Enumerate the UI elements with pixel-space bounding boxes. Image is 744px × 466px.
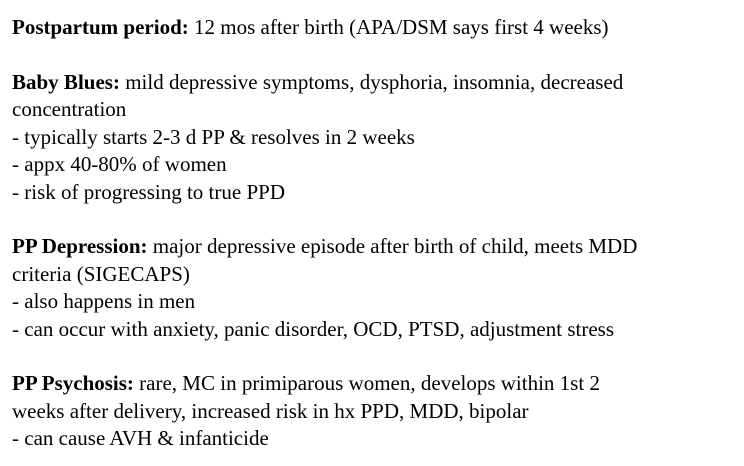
definition-text: criteria (SIGECAPS): [12, 261, 190, 286]
definition-text: weeks after delivery, increased risk in hx PPD, MDD, bipolar: [12, 398, 529, 423]
definition-text: rare, MC in primiparous women, develops within 1st 2: [133, 371, 600, 395]
section-pp-depression: [12, 233, 738, 343]
definition-text: concentration: [12, 97, 127, 121]
term-label: Postpartum period:: [12, 15, 189, 39]
bullet-item: - risk of progressing to true PPD: [12, 179, 285, 204]
section-postpartum-period: [12, 14, 738, 42]
definition-line: [12, 14, 738, 42]
definition-text: major depressive episode after birth of child, meets MDD: [147, 234, 638, 258]
bullet-item: - can occur with anxiety, panic disorder, OCD, PTSD, adjustment stress: [12, 316, 615, 341]
section-baby-blues: [12, 69, 738, 207]
definition-line: [12, 233, 738, 261]
term-label: PP Psychosis:: [12, 371, 134, 395]
section-pp-psychosis: [12, 370, 738, 453]
definition-text: mild depressive symptoms, dysphoria, insomnia, decreased: [119, 69, 624, 94]
term-label: Baby Blues:: [12, 69, 120, 94]
bullet-item: - also happens in men: [12, 289, 196, 313]
bullet-item: - typically starts 2-3 d PP & resolves in 2 weeks: [12, 124, 415, 149]
definition-text: 12 mos after birth (APA/DSM says first 4 weeks): [188, 15, 609, 39]
bullet-item: - appx 40-80% of women: [12, 152, 227, 176]
definition-line: [12, 370, 738, 398]
bullet-item: - can cause AVH & infanticide: [12, 426, 269, 450]
term-label: PP Depression:: [12, 234, 148, 258]
definition-line: [12, 69, 738, 97]
